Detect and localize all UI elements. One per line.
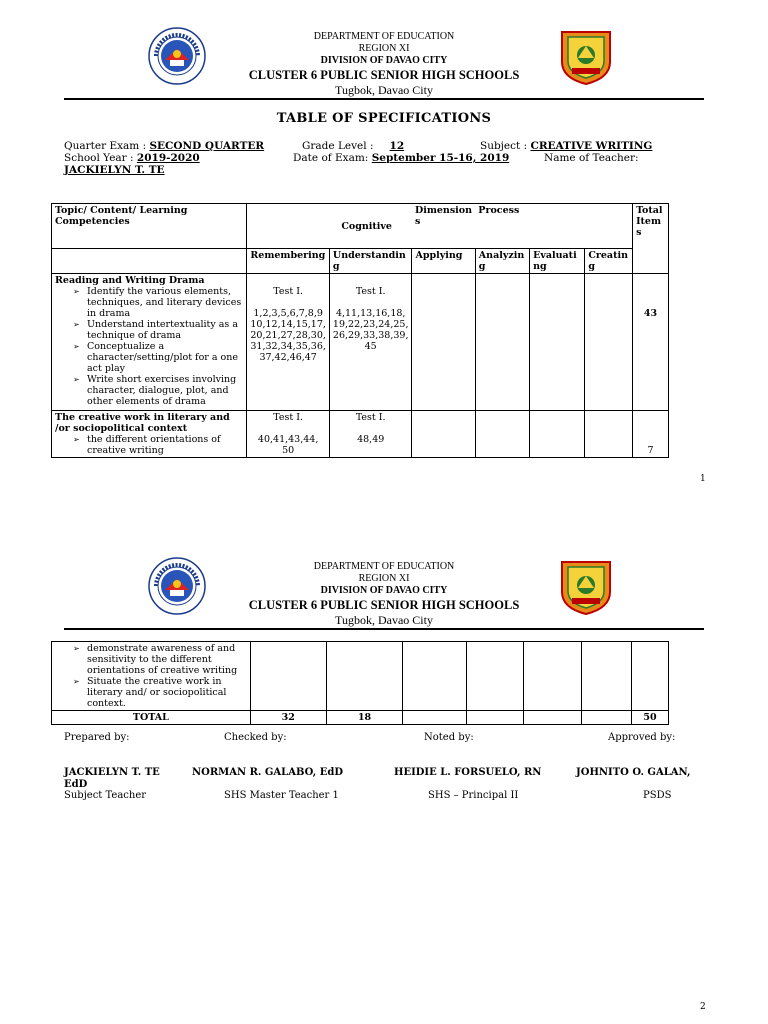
s1-creating bbox=[585, 274, 633, 411]
header-line-2: REGION XI bbox=[358, 573, 410, 584]
total-analyzing bbox=[467, 711, 524, 725]
s2-creating bbox=[585, 411, 633, 458]
competency-list bbox=[55, 643, 247, 709]
s1-analyzing bbox=[475, 274, 529, 411]
total-all-items: 50 bbox=[631, 711, 668, 725]
total-evaluating bbox=[524, 711, 582, 725]
deped-seal-icon bbox=[148, 557, 206, 615]
s1-total: 43 bbox=[633, 274, 669, 411]
col-creating: Creating bbox=[585, 249, 633, 274]
cluster-6-logo-icon bbox=[558, 28, 614, 86]
specification-table bbox=[51, 203, 669, 458]
section-creative-work-context bbox=[52, 411, 247, 458]
header-line-3: DIVISION OF DAVAO CITY bbox=[320, 55, 448, 66]
quarter-value: SECOND QUARTER bbox=[149, 140, 265, 152]
noted-by-label: Noted by: bbox=[424, 732, 474, 743]
total-label: TOTAL bbox=[52, 711, 251, 725]
section-reading-writing-drama bbox=[52, 274, 247, 411]
p2-applying bbox=[403, 642, 467, 711]
deped-seal-icon bbox=[148, 27, 206, 85]
col-understanding: Understanding bbox=[329, 249, 412, 274]
s1-understanding-items: Test I. 4,11,13,16,18, 19,22,23,24,25, 26,29,33,38,39, 45 bbox=[329, 274, 412, 411]
header-rule bbox=[64, 98, 704, 100]
s1-remembering-items: Test I. 1,2,3,5,6,7,8,9 10,12,14,15,17, 20,21,27,28,30, 31,32,34,35,36, 37,42,46,47 bbox=[247, 274, 330, 411]
school-year-field bbox=[64, 152, 263, 164]
list-item: ➢ the different orientations of creative writing bbox=[55, 434, 243, 456]
col-applying: Applying bbox=[412, 249, 475, 274]
s2-total: 7 bbox=[633, 411, 669, 458]
cluster-6-logo-icon bbox=[558, 558, 614, 616]
table-row bbox=[52, 642, 669, 711]
noted-by-role: SHS – Principal II bbox=[428, 790, 519, 801]
header-dimension: Dimensions bbox=[412, 204, 475, 249]
subject-field bbox=[480, 140, 664, 152]
header-process: Process bbox=[475, 204, 632, 249]
header-line-5: Tugbok, Davao City bbox=[335, 613, 433, 627]
header-topic-spacer bbox=[52, 249, 247, 274]
document-title: TABLE OF SPECIFICATIONS bbox=[276, 111, 492, 126]
p2-remembering bbox=[250, 642, 326, 711]
school-year-value: 2019-2020 bbox=[136, 152, 200, 164]
approved-by-role: PSDS bbox=[643, 790, 672, 801]
checked-by-name: NORMAN R. GALABO, EdD bbox=[192, 767, 343, 778]
s1-evaluating bbox=[530, 274, 585, 411]
list-item: ➢ Write short exercises involving character, dialogue, plot, and other elements of drama bbox=[55, 374, 243, 407]
checked-by-role: SHS Master Teacher 1 bbox=[224, 790, 339, 801]
header-line-4: CLUSTER 6 PUBLIC SENIOR HIGH SCHOOLS bbox=[248, 68, 520, 82]
prepared-by-role: Subject Teacher bbox=[64, 790, 147, 801]
s2-understanding-items: Test I. 48,49 bbox=[329, 411, 412, 458]
teacher-value: JACKIELYN T. TE bbox=[64, 164, 165, 176]
teacher-label: Name of Teacher: bbox=[544, 152, 639, 164]
header-total-items: Total Items bbox=[633, 204, 669, 274]
s1-applying bbox=[412, 274, 475, 411]
p2-evaluating bbox=[524, 642, 582, 711]
header-line-1: DEPARTMENT OF EDUCATION bbox=[313, 561, 455, 572]
noted-by-name: HEIDIE L. FORSUELO, RN bbox=[394, 767, 542, 778]
page-number: 1 bbox=[700, 474, 706, 484]
page-2 bbox=[0, 530, 768, 1024]
list-item: ➢ demonstrate awareness of and sensitivity to the different orientations of creative writing bbox=[55, 643, 247, 676]
section-title: The creative work in literary and /or sociopolitical context bbox=[55, 412, 230, 434]
total-understanding: 18 bbox=[326, 711, 403, 725]
s2-analyzing bbox=[475, 411, 529, 458]
total-creating bbox=[582, 711, 632, 725]
prepared-by-label: Prepared by: bbox=[64, 732, 130, 743]
header-rule bbox=[64, 628, 704, 630]
continued-competencies bbox=[52, 642, 251, 711]
p2-total bbox=[631, 642, 668, 711]
subject-label: Subject : bbox=[480, 140, 528, 152]
table-row bbox=[52, 411, 669, 458]
header-line-2: REGION XI bbox=[358, 43, 410, 54]
header-line-5: Tugbok, Davao City bbox=[335, 83, 433, 97]
quarter-label: Quarter Exam : bbox=[64, 140, 147, 152]
approved-by-name: JOHNITO O. GALAN, bbox=[576, 767, 691, 778]
header-line-3: DIVISION OF DAVAO CITY bbox=[320, 585, 448, 596]
exam-date-field bbox=[293, 152, 509, 164]
header-topic: Topic/ Content/ Learning Competencies bbox=[52, 204, 247, 249]
total-row bbox=[52, 711, 669, 725]
list-item: ➢ Understand intertextuality as a technique of drama bbox=[55, 319, 243, 341]
teacher-field bbox=[544, 152, 639, 164]
col-remembering: Remembering bbox=[247, 249, 330, 274]
page-number: 2 bbox=[700, 1002, 706, 1012]
school-year-label: School Year : bbox=[64, 152, 134, 164]
list-item: ➢ Situate the creative work in literary and/ or sociopolitical context. bbox=[55, 676, 247, 709]
prepared-by-name: JACKIELYN T. TE EdD bbox=[64, 767, 160, 790]
col-analyzing: Analyzing bbox=[475, 249, 529, 274]
approved-by-label: Approved by: bbox=[608, 732, 676, 743]
competency-list bbox=[55, 286, 243, 407]
s2-evaluating bbox=[530, 411, 585, 458]
exam-date-label: Date of Exam: bbox=[293, 152, 369, 164]
page-1 bbox=[0, 0, 768, 500]
grade-level-field bbox=[302, 140, 417, 152]
total-remembering: 32 bbox=[250, 711, 326, 725]
exam-date-value: September 15-16, 2019 bbox=[371, 152, 510, 164]
specification-table-continued bbox=[51, 641, 669, 725]
table-row bbox=[52, 274, 669, 411]
p2-creating bbox=[582, 642, 632, 711]
subject-value: CREATIVE WRITING bbox=[530, 140, 653, 152]
s2-applying bbox=[412, 411, 475, 458]
checked-by-label: Checked by: bbox=[224, 732, 287, 743]
list-item: ➢ Identify the various elements, techniques, and literary devices in drama bbox=[55, 286, 243, 319]
p2-analyzing bbox=[467, 642, 524, 711]
grade-value: 12 bbox=[389, 140, 405, 152]
s2-remembering-items: Test I. 40,41,43,44, 50 bbox=[247, 411, 330, 458]
quarter-exam-field bbox=[64, 140, 295, 152]
competency-list bbox=[55, 434, 243, 456]
header-cognitive: Cognitive bbox=[247, 204, 412, 249]
grade-label: Grade Level : bbox=[302, 140, 374, 152]
header-line-4: CLUSTER 6 PUBLIC SENIOR HIGH SCHOOLS bbox=[248, 598, 520, 612]
p2-understanding bbox=[326, 642, 403, 711]
total-applying bbox=[403, 711, 467, 725]
section-title: Reading and Writing Drama bbox=[55, 275, 205, 286]
list-item: ➢ Conceptualize a character/setting/plot for a one act play bbox=[55, 341, 243, 374]
header-line-1: DEPARTMENT OF EDUCATION bbox=[313, 31, 455, 42]
teacher-name-line bbox=[64, 164, 180, 176]
col-evaluating: Evaluating bbox=[530, 249, 585, 274]
